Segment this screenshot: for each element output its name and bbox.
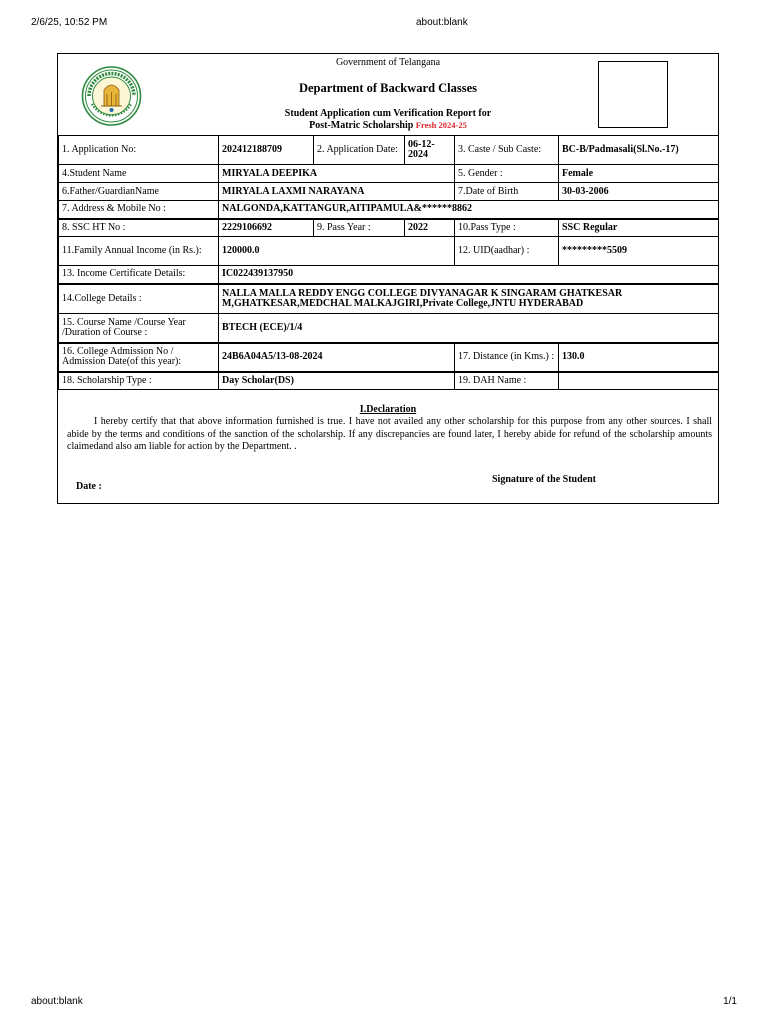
ssc-ht-no: 2229106692 (219, 219, 314, 237)
caste: BC-B/Padmasali(Sl.No.-17) (559, 136, 719, 165)
field-label: 12. UID(aadhar) : (455, 237, 559, 266)
field-label: 8. SSC HT No : (59, 219, 219, 237)
student-name: MIRYALA DEEPIKA (219, 165, 455, 183)
table-row (59, 314, 719, 343)
table-row (59, 372, 719, 390)
field-label: 10.Pass Type : (455, 219, 559, 237)
field-label: 11.Family Annual Income (in Rs.): (59, 237, 219, 266)
pass-type: SSC Regular (559, 219, 719, 237)
department-title: Department of Backward Classes (298, 81, 478, 95)
income-certificate: IC022439137950 (219, 266, 719, 284)
family-income: 120000.0 (219, 237, 455, 266)
print-page-title: about:blank (416, 17, 468, 28)
declaration-text: I hereby certify that that above information furnished is true. I have not availed any other scholarship for this purpose from any other sources. I shall abide by the terms and conditions of the sanction of the scholarship. If any discrepancies are found later, I hereby abide for refund of the scholarship amounts claimedand also am liable for action by the Department. . (67, 416, 712, 452)
details-table (58, 135, 719, 390)
signature-label: Signature of the Student (492, 474, 596, 485)
page-count: 1/1 (723, 996, 737, 1007)
field-label: 16. College Admission No / Admission Date(of this year): (59, 343, 219, 372)
table-row (59, 183, 719, 201)
application-form (57, 53, 719, 504)
table-row (59, 284, 719, 314)
field-label: 5. Gender : (455, 165, 559, 183)
field-label: 15. Course Name /Course Year /Duration of Course : (59, 314, 219, 343)
table-row (59, 237, 719, 266)
dah-name (559, 372, 719, 390)
government-title: Government of Telangana (335, 57, 441, 68)
field-label: 18. Scholarship Type : (59, 372, 219, 390)
application-date: 06-12-2024 (405, 136, 455, 165)
print-datetime: 2/6/25, 10:52 PM (31, 17, 108, 28)
pass-year: 2022 (405, 219, 455, 237)
field-label: 6.Father/GuardianName (59, 183, 219, 201)
form-header (58, 54, 718, 134)
address-mobile: NALGONDA,KATTANGUR,AITIPAMULA&******8862 (219, 201, 719, 219)
field-label: 4.Student Name (59, 165, 219, 183)
college-details: NALLA MALLA REDDY ENGG COLLEGE DIVYANAGAR K SINGARAM GHATKESAR M,GHATKESAR,MEDCHAL MALKAJGIRI,Private College,JNTU HYDERABAD (219, 284, 719, 314)
uid-aadhar: *********5509 (559, 237, 719, 266)
table-row (59, 343, 719, 372)
field-label: 19. DAH Name : (455, 372, 559, 390)
table-row (59, 136, 719, 165)
father-name: MIRYALA LAXMI NARAYANA (219, 183, 455, 201)
date-of-birth: 30-03-2006 (559, 183, 719, 201)
table-row (59, 219, 719, 237)
field-label: 7. Address & Mobile No : (59, 201, 219, 219)
fresh-tag: Fresh 2024-25 (415, 120, 467, 130)
report-title-line1: Student Application cum Verification Report for (284, 108, 492, 119)
field-label: 3. Caste / Sub Caste: (455, 136, 559, 165)
scheme-name: Post-Matric Scholarship (309, 120, 414, 131)
table-row (59, 266, 719, 284)
gender: Female (559, 165, 719, 183)
photo-box (598, 61, 668, 128)
field-label: 2. Application Date: (314, 136, 405, 165)
table-row (59, 165, 719, 183)
field-label: 14.College Details : (59, 284, 219, 314)
field-label: 13. Income Certificate Details: (59, 266, 219, 284)
footer-url: about:blank (31, 996, 83, 1007)
field-label: 9. Pass Year : (314, 219, 405, 237)
field-label: 1. Application No: (59, 136, 219, 165)
application-no: 202412188709 (219, 136, 314, 165)
field-label: 7.Date of Birth (455, 183, 559, 201)
scholarship-type: Day Scholar(DS) (219, 372, 455, 390)
declaration-title: I.Declaration (359, 404, 417, 415)
distance: 130.0 (559, 343, 719, 372)
field-label: 17. Distance (in Kms.) : (455, 343, 559, 372)
table-row (59, 201, 719, 219)
declaration-section (58, 397, 718, 503)
date-label: Date : (76, 481, 102, 492)
admission-details: 24B6A04A5/13-08-2024 (219, 343, 455, 372)
course-details: BTECH (ECE)/1/4 (219, 314, 719, 343)
